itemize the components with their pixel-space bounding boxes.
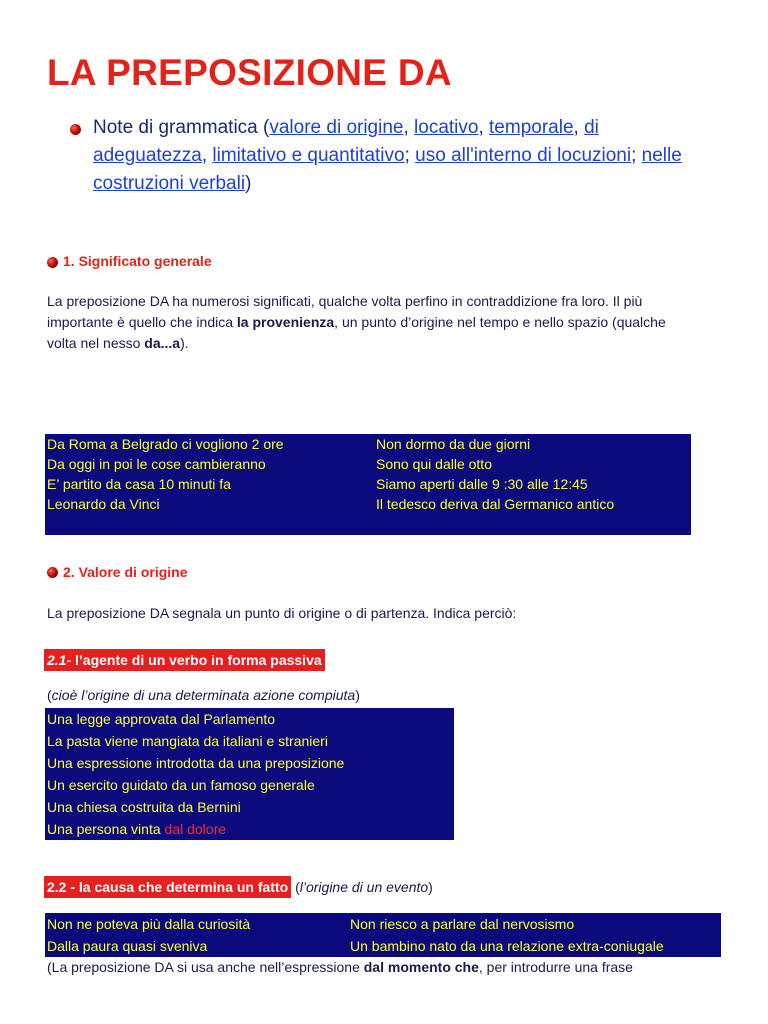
table-col-left [47,434,284,514]
section-heading-2: 2. Valore di origine [63,564,188,580]
link-adeguatezza[interactable]: di adeguatezza [93,117,599,166]
para-text: , un punto d’origine nel tempo e nello spazio (qualche volta nel nesso [47,314,666,351]
note-text: ( [291,879,300,895]
table-cell: Un bambino nato da una relazione extra-coniugale [350,938,664,954]
table-cell: Dalla paura quasi sveniva [47,938,208,954]
subsection-2-2-line [44,876,433,898]
closing-bold: dal momento che [363,959,479,975]
table-col-left [47,913,250,957]
link-costruzioni-verbali[interactable]: nelle costruzioni verbali [93,145,682,194]
bullet-icon [47,257,58,268]
closing-text: , per introdurre una frase [478,959,633,975]
para-text: ). [180,335,189,351]
notes-suffix: ) [245,173,252,194]
para-text: La preposizione DA ha numerosi significati, qualche volta perfino in contraddizione fra loro. Il più importante è quello che indica [47,293,643,330]
cell-text: Una persona vinta [47,821,165,837]
page-title: LA PREPOSIZIONE DA [47,52,452,93]
note-text: ( [47,687,52,703]
cell-text-red: dal dolore [164,821,227,837]
examples-table-2-1 [45,708,454,840]
examples-table-1 [45,434,691,535]
table-cell: Non ne poteva più dalla curiosità [47,916,251,932]
table-cell: Non riesco a parlare dal nervosismo [350,916,575,932]
section1-paragraph [47,291,672,354]
table-cell: Il tedesco deriva dal Germanico antico [376,496,615,512]
table-col-right [350,913,664,957]
table-col [47,708,344,840]
table-cell: Da oggi in poi le cose cambieranno [47,456,266,472]
note-italic: cioè l’origine di una determinata azione compiuta [51,687,356,703]
closing-text: (La preposizione DA si usa anche nell’espressione [47,959,364,975]
table-cell: Sono qui dalle otto [376,456,492,472]
notes-prefix: Note di grammatica ( [93,117,270,138]
table-cell: Siamo aperti dalle 9 :30 alle 12:45 [376,476,588,492]
note-italic: l’origine di un evento [299,879,429,895]
bullet-icon [47,567,58,578]
link-temporale[interactable]: temporale [489,117,574,138]
table-cell [47,818,344,840]
subsection-label: l’agente di un verbo in forma passiva [71,652,322,668]
examples-table-2-2 [45,913,721,957]
table-cell: Non dormo da due giorni [376,436,531,452]
table-cell: La pasta viene mangiata da italiani e stranieri [47,733,328,749]
link-limitativo[interactable]: limitativo e quantitativo [212,145,405,166]
subsection-2-2-heading: 2.2 - la causa che determina un fatto [44,876,291,898]
table-cell: Da Roma a Belgrado ci vogliono 2 ore [47,436,284,452]
grammar-notes: Note di grammatica (valore di origine, locativo, temporale, di adeguatezza, limitativo e quantitativo; uso all'interno di locuzioni; nelle costruzioni verbali) [93,117,682,194]
link-locativo[interactable]: locativo [414,117,479,138]
table-cell: Una legge approvata dal Parlamento [47,711,276,727]
table-cell: Una espressione introdotta da una preposizione [47,755,345,771]
subsection-2-1-note [47,687,360,703]
table-cell: E’ partito da casa 10 minuti fa [47,476,231,492]
bullet-icon [70,124,81,135]
section2-intro: La preposizione DA segnala un punto di origine o di partenza. Indica perciò: [47,605,517,621]
section-heading-1: 1. Significato generale [63,253,212,269]
table-cell: Leonardo da Vinci [47,496,160,512]
subsection-number: 2.1- [47,652,72,668]
link-locuzioni[interactable]: uso all'interno di locuzioni [415,145,632,166]
table-cell: Un esercito guidato da un famoso generale [47,777,315,793]
note-text: ) [355,687,360,703]
table-col-right [376,434,614,514]
note-text: ) [428,879,433,895]
subsection-2-1-heading [44,649,325,671]
table-cell: Una chiesa costruita da Bernini [47,799,241,815]
para-bold: la provenienza [236,314,335,330]
link-valore-di-origine[interactable]: valore di origine [269,117,404,138]
closing-line [47,959,633,975]
para-bold: da...a [144,335,181,351]
